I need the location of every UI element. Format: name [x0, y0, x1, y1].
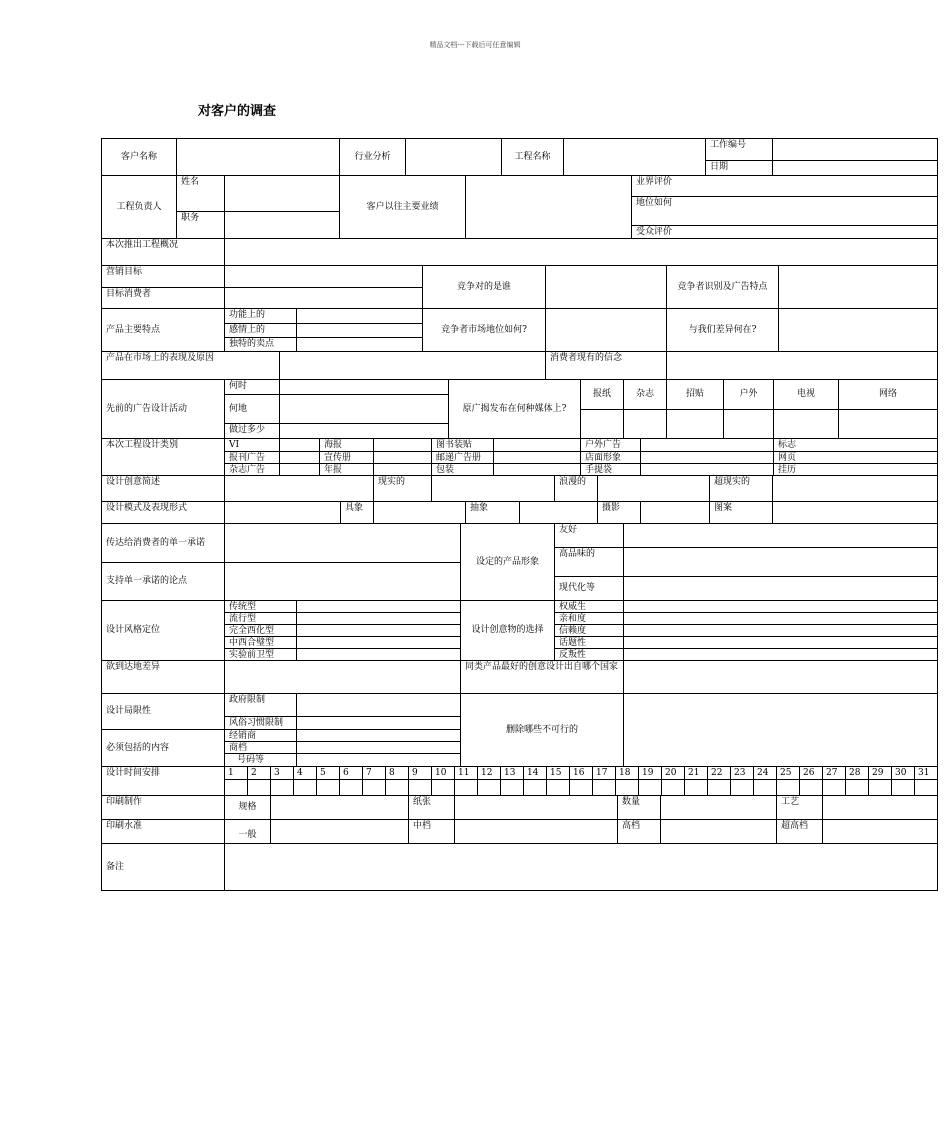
schedule-day-cell[interactable]	[868, 779, 892, 796]
label-creative-choice: 设计创意物的选择	[460, 600, 555, 661]
schedule-day-header: 3	[270, 766, 294, 780]
input-field[interactable]	[270, 795, 409, 820]
label-our-difference: 与我们差异何在?	[666, 308, 779, 352]
label-competitor-ad: 竞争者识别及广告特点	[666, 265, 779, 309]
schedule-day-cell[interactable]	[753, 779, 777, 796]
label-best-country: 同类产品最好的创意设计出自哪个国家	[460, 660, 624, 694]
schedule-day-cell[interactable]	[799, 779, 823, 796]
label-traditional: 传统型	[224, 600, 297, 613]
schedule-day-header: 31	[914, 766, 938, 780]
schedule-day-header: 8	[385, 766, 409, 780]
input-field[interactable]	[279, 394, 449, 424]
input-field[interactable]	[772, 138, 938, 161]
input-field[interactable]	[224, 562, 461, 601]
schedule-day-cell[interactable]	[500, 779, 524, 796]
label-store-image: 店面形象	[580, 451, 641, 464]
label-customer-name: 客户名称	[101, 138, 177, 176]
input-field[interactable]	[838, 409, 938, 439]
label-high-grade: 高档	[617, 819, 661, 844]
label-gov-limits: 政府限制	[224, 693, 297, 717]
input-field[interactable]	[296, 693, 461, 717]
schedule-day-header: 27	[822, 766, 846, 780]
input-field[interactable]	[279, 423, 449, 439]
label-high-taste: 高品味的	[554, 547, 624, 577]
label-photography: 摄影	[597, 501, 641, 524]
label-industry-eval: 业界评价	[631, 175, 938, 197]
label-consumer-beliefs: 消费者现有的信念	[545, 351, 667, 380]
label-paper: 纸张	[408, 795, 455, 820]
input-field[interactable]	[623, 409, 667, 439]
input-field[interactable]	[623, 660, 938, 694]
schedule-day-cell[interactable]	[362, 779, 386, 796]
label-outdoor-ad: 户外广告	[580, 438, 641, 452]
input-field[interactable]	[545, 265, 667, 309]
label-dealer: 经销商	[224, 729, 297, 742]
label-logo: 标志	[773, 438, 938, 452]
label-name: 姓名	[176, 175, 225, 212]
schedule-day-header: 4	[293, 766, 317, 780]
schedule-day-cell[interactable]	[707, 779, 731, 796]
label-dm: 邮递广告册	[431, 451, 494, 464]
label-general: 一般	[224, 819, 271, 844]
label-custom-limits: 风俗习惯限制	[224, 716, 297, 730]
schedule-day-header: 16	[569, 766, 593, 780]
label-project-name: 工程名称	[501, 138, 564, 176]
schedule-day-cell[interactable]	[684, 779, 708, 796]
input-field[interactable]	[224, 238, 938, 266]
label-numbers: 号码等	[224, 753, 297, 767]
label-authority: 权威生	[554, 600, 624, 613]
label-product-features: 产品主要特点	[101, 308, 225, 352]
input-field[interactable]	[778, 308, 938, 352]
schedule-day-cell[interactable]	[891, 779, 915, 796]
label-internet: 网络	[838, 379, 938, 410]
label-magazine: 杂志	[623, 379, 667, 410]
schedule-day-cell[interactable]	[224, 779, 248, 796]
label-competitor-market: 竞争者市场地位如何?	[422, 308, 546, 352]
label-outdoor: 户外	[723, 379, 774, 410]
label-surreal: 超现实的	[709, 475, 773, 502]
input-field[interactable]	[597, 475, 710, 502]
label-remarks: 备注	[101, 843, 225, 891]
label-print-level: 印刷水准	[101, 819, 225, 844]
schedule-day-cell[interactable]	[822, 779, 846, 796]
input-field[interactable]	[405, 138, 502, 176]
input-field[interactable]	[640, 438, 774, 452]
label-vi: VI	[224, 438, 280, 452]
label-poster: 招贴	[666, 379, 724, 410]
input-field[interactable]	[224, 501, 341, 524]
schedule-day-cell[interactable]	[730, 779, 754, 796]
schedule-day-header: 19	[638, 766, 662, 780]
label-creative-brief: 设计创意简述	[101, 475, 225, 502]
schedule-day-header: 18	[615, 766, 639, 780]
schedule-day-header: 13	[500, 766, 524, 780]
label-competitor-who: 竞争对的是谁	[422, 265, 546, 309]
schedule-day-header: 23	[730, 766, 754, 780]
label-project-overview: 本次推出工程概况	[101, 238, 225, 266]
schedule-day-cell[interactable]	[569, 779, 593, 796]
label-modern: 现代化等	[554, 576, 624, 601]
schedule-day-header: 26	[799, 766, 823, 780]
schedule-day-cell[interactable]	[845, 779, 869, 796]
input-field[interactable]	[296, 753, 461, 767]
label-abstract: 抽象	[465, 501, 520, 524]
input-field[interactable]	[623, 576, 938, 601]
label-friendly: 友好	[554, 523, 624, 548]
label-craft: 工艺	[776, 795, 823, 820]
schedule-day-cell[interactable]	[477, 779, 501, 796]
label-support-argument: 支持单一承诺的论点	[101, 562, 225, 601]
schedule-day-cell[interactable]	[661, 779, 685, 796]
label-where: 何地	[224, 394, 280, 424]
label-magazine-ad: 杂志广告	[224, 463, 280, 476]
label-trademark: 商档	[224, 741, 297, 754]
label-webpage: 网页	[773, 451, 938, 464]
schedule-day-header: 9	[408, 766, 432, 780]
label-previous-ads: 先前的广告设计活动	[101, 379, 225, 439]
schedule-day-header: 28	[845, 766, 869, 780]
label-target-consumer: 目标消费者	[101, 287, 225, 309]
schedule-day-header: 1	[224, 766, 248, 780]
label-super-grade: 超高档	[776, 819, 823, 844]
schedule-day-cell[interactable]	[454, 779, 478, 796]
label-required-content: 必须包括的内容	[101, 729, 225, 767]
input-field[interactable]	[224, 287, 423, 309]
label-delete-infeasible: 删除哪些不可行的	[460, 693, 624, 767]
label-position: 职务	[176, 211, 225, 239]
schedule-day-cell[interactable]	[385, 779, 409, 796]
input-field[interactable]	[623, 693, 938, 767]
schedule-day-header: 24	[753, 766, 777, 780]
label-spec: 规格	[224, 795, 271, 820]
schedule-day-cell[interactable]	[638, 779, 662, 796]
schedule-day-cell[interactable]	[523, 779, 547, 796]
label-design-category: 本次工程设计类别	[101, 438, 225, 476]
input-field[interactable]	[224, 843, 938, 891]
input-field[interactable]	[660, 819, 777, 844]
input-field[interactable]	[224, 175, 340, 212]
label-mid-grade: 中档	[408, 819, 455, 844]
label-romantic: 浪漫的	[554, 475, 598, 502]
schedule-day-header: 10	[431, 766, 455, 780]
page-header-note: 精品文档---下载后可任意编辑	[429, 41, 521, 49]
label-fusion: 中西合璧型	[224, 636, 297, 649]
label-which-media: 原广揭发布在何种媒体上?	[448, 379, 581, 439]
input-field[interactable]	[772, 475, 938, 502]
label-product-image: 设定的产品形象	[460, 523, 555, 601]
label-newspaper-ad: 报刊广告	[224, 451, 280, 464]
label-job-number: 工作编号	[705, 138, 773, 161]
schedule-day-header: 21	[684, 766, 708, 780]
input-field[interactable]	[640, 501, 710, 524]
label-brochure: 宣传册	[319, 451, 374, 464]
input-field[interactable]	[279, 351, 546, 380]
input-field[interactable]	[822, 819, 938, 844]
input-field[interactable]	[580, 409, 624, 439]
input-field[interactable]	[660, 795, 777, 820]
input-field[interactable]	[454, 819, 618, 844]
schedule-day-cell[interactable]	[270, 779, 294, 796]
input-field[interactable]	[224, 523, 461, 563]
schedule-day-header: 29	[868, 766, 892, 780]
label-book-binding: 图书装贴	[431, 438, 494, 452]
label-quantity: 数量	[617, 795, 661, 820]
label-functional: 功能上的	[224, 308, 297, 324]
label-topical: 话题性	[554, 636, 624, 649]
input-field[interactable]	[296, 308, 423, 324]
label-pattern: 图案	[709, 501, 773, 524]
input-field[interactable]	[296, 337, 423, 352]
label-marketing-goal: 营销目标	[101, 265, 225, 288]
label-gap-to-reach: 欲到达地差异	[101, 660, 225, 694]
label-calendar: 挂历	[773, 463, 938, 476]
label-realistic: 现实的	[373, 475, 432, 502]
input-field[interactable]	[778, 265, 938, 309]
input-field[interactable]	[454, 795, 618, 820]
schedule-day-header: 20	[661, 766, 685, 780]
label-emotional: 感情上的	[224, 323, 297, 338]
label-handbag: 手提袋	[580, 463, 641, 476]
label-how-much: 做过多少	[224, 423, 280, 439]
schedule-day-cell[interactable]	[247, 779, 271, 796]
schedule-day-header: 17	[592, 766, 616, 780]
schedule-day-header: 25	[776, 766, 800, 780]
label-experimental: 实验前卫型	[224, 648, 297, 661]
input-field[interactable]	[773, 409, 839, 439]
schedule-day-header: 14	[523, 766, 547, 780]
label-when: 何时	[224, 379, 280, 395]
schedule-day-header: 2	[247, 766, 271, 780]
schedule-day-header: 30	[891, 766, 915, 780]
label-annual-report: 年报	[319, 463, 374, 476]
page-title: 对客户的调查	[198, 104, 277, 119]
input-field[interactable]	[623, 547, 938, 577]
label-past-performance: 客户以往主要业绩	[339, 175, 466, 239]
schedule-day-cell[interactable]	[339, 779, 363, 796]
input-field[interactable]	[279, 438, 320, 452]
input-field[interactable]	[224, 211, 340, 239]
schedule-day-cell[interactable]	[546, 779, 570, 796]
label-packaging: 包装	[431, 463, 494, 476]
schedule-day-cell[interactable]	[316, 779, 340, 796]
label-design-style: 设计风格定位	[101, 600, 225, 661]
input-field[interactable]	[176, 138, 340, 176]
input-field[interactable]	[270, 819, 409, 844]
input-field[interactable]	[822, 795, 938, 820]
input-field[interactable]	[723, 409, 774, 439]
input-field[interactable]	[224, 265, 423, 288]
input-field[interactable]	[519, 501, 598, 524]
input-field[interactable]	[563, 138, 706, 176]
schedule-day-cell[interactable]	[431, 779, 455, 796]
input-field[interactable]	[772, 160, 938, 176]
label-date: 日期	[705, 160, 773, 176]
label-schedule: 设计时间安排	[101, 766, 225, 796]
input-field[interactable]	[493, 438, 581, 452]
schedule-day-header: 7	[362, 766, 386, 780]
schedule-day-header: 12	[477, 766, 501, 780]
label-project-lead: 工程负责人	[101, 175, 177, 239]
label-unique: 独特的卖点	[224, 337, 297, 352]
schedule-day-cell[interactable]	[776, 779, 800, 796]
label-westernized: 完全西化型	[224, 624, 297, 637]
input-field[interactable]	[465, 175, 632, 239]
label-affinity: 亲和度	[554, 612, 624, 625]
input-field[interactable]	[373, 438, 432, 452]
label-audience-eval: 受众评价	[631, 225, 938, 239]
input-field[interactable]	[545, 308, 667, 352]
label-placard: 海报	[319, 438, 374, 452]
input-field[interactable]	[296, 716, 461, 730]
schedule-day-header: 6	[339, 766, 363, 780]
schedule-day-cell[interactable]	[592, 779, 616, 796]
schedule-day-header: 15	[546, 766, 570, 780]
label-status: 地位如何	[631, 196, 938, 226]
schedule-day-cell[interactable]	[914, 779, 938, 796]
label-newspaper: 报纸	[580, 379, 624, 410]
schedule-day-cell[interactable]	[293, 779, 317, 796]
label-reliance: 信赖度	[554, 624, 624, 637]
input-field[interactable]	[772, 501, 938, 524]
input-field[interactable]	[666, 351, 938, 380]
input-field[interactable]	[224, 660, 461, 694]
label-rebellious: 反叛性	[554, 648, 624, 661]
label-popular: 流行型	[224, 612, 297, 625]
input-field[interactable]	[666, 409, 724, 439]
schedule-day-cell[interactable]	[408, 779, 432, 796]
label-single-promise: 传达给消费者的单一承诺	[101, 523, 225, 563]
input-field[interactable]	[279, 379, 449, 395]
label-concrete: 具象	[340, 501, 374, 524]
input-field[interactable]	[296, 323, 423, 338]
schedule-day-cell[interactable]	[615, 779, 639, 796]
label-design-mode: 设计模式及表现形式	[101, 501, 225, 524]
input-field[interactable]	[224, 475, 374, 502]
schedule-day-header: 5	[316, 766, 340, 780]
label-tv: 电视	[773, 379, 839, 410]
label-industry-analysis: 行业分析	[339, 138, 406, 176]
schedule-day-header: 11	[454, 766, 478, 780]
label-market-performance: 产品在市场上的表现及原因	[101, 351, 280, 380]
input-field[interactable]	[373, 501, 466, 524]
label-design-limits: 设计局限性	[101, 693, 225, 730]
input-field[interactable]	[431, 475, 555, 502]
schedule-day-header: 22	[707, 766, 731, 780]
input-field[interactable]	[623, 523, 938, 548]
label-print-production: 印刷制作	[101, 795, 225, 820]
